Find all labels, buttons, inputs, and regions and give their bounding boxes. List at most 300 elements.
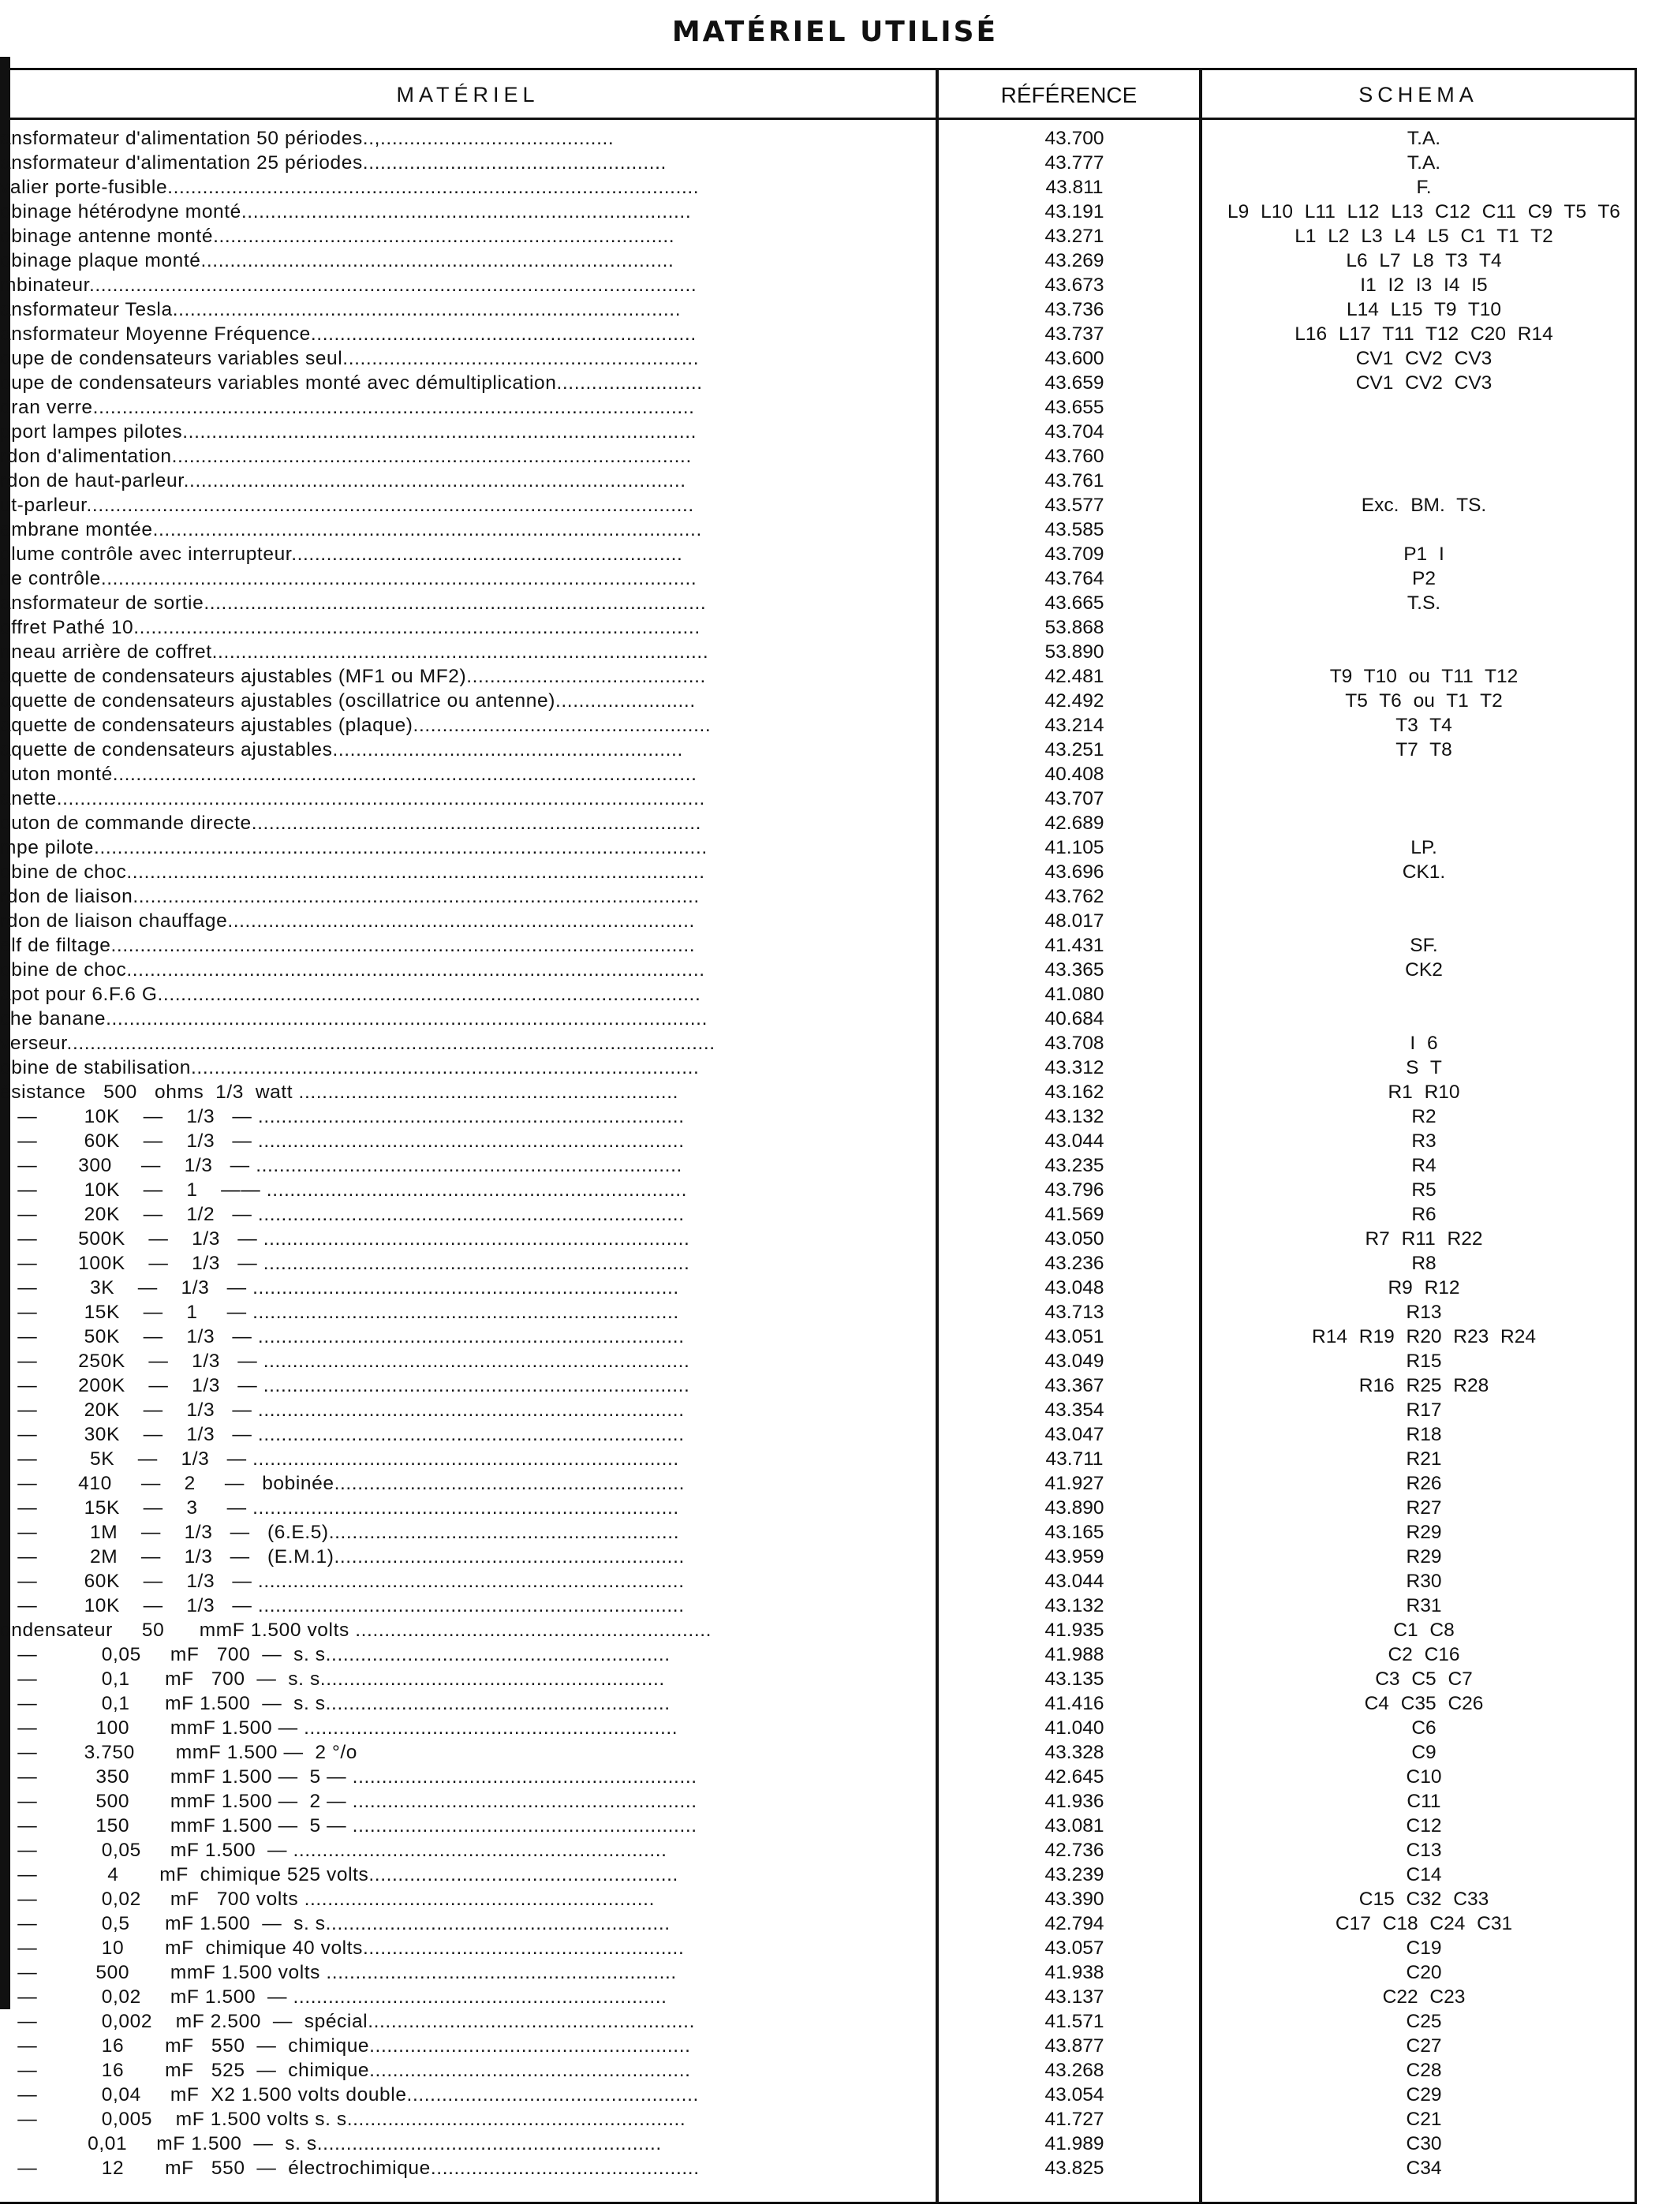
table-row xyxy=(0,322,1637,346)
material-cell xyxy=(0,200,931,224)
material-cell xyxy=(0,1838,931,1863)
table-row xyxy=(0,2132,1637,2156)
material-label: — 0,1 mF 700 — s. s........................................................... xyxy=(0,1668,665,1690)
table-row xyxy=(0,151,1637,175)
schema-cell: R14 R19 R20 R23 R24 xyxy=(1312,1326,1536,1347)
material-cell xyxy=(0,371,931,395)
material-label: ondensateur 50 mmF 1.500 volts ............................................................. xyxy=(0,1620,712,1641)
reference-cell: 42.736 xyxy=(1044,1840,1104,1861)
table-row xyxy=(0,200,1637,224)
material-cell xyxy=(0,762,931,787)
material-cell xyxy=(0,126,931,151)
table-row xyxy=(0,1129,1637,1153)
material-label: — 10K — 1/3 — ......................................................................... xyxy=(0,1106,685,1127)
material-label: — 30K — 1/3 — ......................................................................... xyxy=(0,1424,685,1445)
table-row xyxy=(0,1153,1637,1178)
reference-cell: 43.132 xyxy=(1044,1106,1104,1127)
reference-cell: 40.408 xyxy=(1044,764,1104,785)
table-row xyxy=(0,1398,1637,1422)
reference-cell: 43.367 xyxy=(1044,1375,1104,1396)
table-row xyxy=(0,1789,1637,1814)
schema-cell: I1 I2 I3 I4 I5 xyxy=(1360,275,1488,296)
reference-cell: 53.868 xyxy=(1044,617,1104,638)
reference-cell: 42.689 xyxy=(1044,813,1104,834)
table-row xyxy=(0,640,1637,664)
table-row xyxy=(0,1447,1637,1471)
reference-cell: 41.988 xyxy=(1044,1644,1104,1665)
material-label: — 410 — 2 — bobinée............................................................ xyxy=(0,1473,685,1494)
material-cell xyxy=(0,933,931,958)
material-cell xyxy=(0,1007,931,1031)
material-label: — 500 mmF 1.500 volts ............................................................ xyxy=(0,1962,677,1983)
table-row xyxy=(0,2156,1637,2180)
material-label: ésistance 500 ohms 1/3 watt ................................................................. xyxy=(0,1082,679,1103)
reference-cell: 43.051 xyxy=(1044,1326,1104,1347)
table-row xyxy=(0,1985,1637,2009)
material-cell xyxy=(0,1129,931,1153)
reference-cell: 43.764 xyxy=(1044,568,1104,589)
reference-cell: 43.390 xyxy=(1044,1889,1104,1910)
material-cell xyxy=(0,1153,931,1178)
reference-cell: 43.132 xyxy=(1044,1595,1104,1616)
schema-cell: R30 xyxy=(1406,1571,1442,1592)
material-cell xyxy=(0,1520,931,1545)
schema-cell: R1 R10 xyxy=(1388,1082,1460,1103)
material-label: outon de commande directe............................................................................. xyxy=(0,813,702,834)
schema-cell: C6 xyxy=(1411,1717,1436,1739)
schema-cell: C2 C16 xyxy=(1388,1644,1460,1665)
material-label: — 500K — 1/3 — ......................................................................... xyxy=(0,1228,690,1250)
material-cell xyxy=(0,909,931,933)
material-label: elf de filtage.................................................................................................... xyxy=(0,935,696,956)
table-row xyxy=(0,1227,1637,1251)
reference-cell: 43.708 xyxy=(1044,1033,1104,1054)
material-cell xyxy=(0,1447,931,1471)
schema-cell: T3 T4 xyxy=(1395,715,1452,736)
table-row xyxy=(0,615,1637,640)
table-row xyxy=(0,1202,1637,1227)
material-label: — 0,05 mF 1.500 — ................................................................ xyxy=(0,1840,667,1861)
material-cell xyxy=(0,2058,931,2083)
reference-cell: 43.877 xyxy=(1044,2035,1104,2057)
table-row xyxy=(0,1642,1637,1667)
reference-cell: 43.239 xyxy=(1044,1864,1104,1885)
schema-cell: R7 R11 R22 xyxy=(1365,1228,1483,1250)
table-row xyxy=(0,1911,1637,1936)
material-label: rdon d'alimentation......................................................................................... xyxy=(0,446,692,467)
table-row xyxy=(0,273,1637,297)
schema-cell: T.A. xyxy=(1407,128,1441,149)
material-label: — 3K — 1/3 — ......................................................................... xyxy=(0,1277,679,1298)
material-label: — 0,02 mF 700 volts ............................................................ xyxy=(0,1889,655,1910)
schema-cell: R3 xyxy=(1411,1130,1436,1152)
material-cell xyxy=(0,1056,931,1080)
material-label: — 12 mF 550 — électrochimique.............................................. xyxy=(0,2158,700,2179)
table-row xyxy=(0,1251,1637,1276)
schema-cell: R4 xyxy=(1411,1155,1436,1176)
material-label: obinage antenne monté............................................................................... xyxy=(0,226,675,247)
material-cell xyxy=(0,1936,931,1960)
schema-cell: C14 xyxy=(1406,1864,1442,1885)
schema-cell: R13 xyxy=(1406,1302,1442,1323)
schema-cell: R21 xyxy=(1406,1448,1442,1470)
table-row xyxy=(0,1667,1637,1691)
schema-cell: R15 xyxy=(1406,1351,1442,1372)
material-label: — 350 mmF 1.500 — 5 — ........................................................... xyxy=(0,1766,697,1788)
material-cell xyxy=(0,248,931,273)
material-label: — 15K — 1 — ......................................................................... xyxy=(0,1302,679,1323)
material-cell xyxy=(0,860,931,884)
table-row xyxy=(0,1349,1637,1373)
table-row xyxy=(0,420,1637,444)
reference-cell: 43.328 xyxy=(1044,1742,1104,1763)
reference-cell: 43.268 xyxy=(1044,2060,1104,2081)
material-cell xyxy=(0,640,931,664)
material-label: — 100K — 1/3 — ......................................................................... xyxy=(0,1253,690,1274)
material-cell xyxy=(0,395,931,420)
material-cell xyxy=(0,175,931,200)
material-cell xyxy=(0,346,931,371)
table-row xyxy=(0,1520,1637,1545)
material-label: aquette de condensateurs ajustables............................................................ xyxy=(0,739,683,760)
material-cell xyxy=(0,518,931,542)
schema-cell: T5 T6 ou T1 T2 xyxy=(1345,690,1503,712)
reference-cell: 43.162 xyxy=(1044,1082,1104,1103)
material-label: embrane montée.............................................................................................. xyxy=(0,519,702,540)
material-label: apot pour 6.F.6 G............................................................................................. xyxy=(0,984,701,1005)
table-row xyxy=(0,1373,1637,1398)
schema-cell: C1 C8 xyxy=(1393,1620,1455,1641)
schema-cell: C9 xyxy=(1411,1742,1436,1763)
schema-cell: F. xyxy=(1416,177,1432,198)
material-label: oupe de condensateurs variables seul............................................................. xyxy=(0,348,700,369)
material-cell xyxy=(0,273,931,297)
schema-cell: T.A. xyxy=(1407,152,1441,174)
material-label: ansformateur d'alimentation 50 périodes..,........................................ xyxy=(0,128,615,149)
material-label: — 10K — 1 —— ........................................................................ xyxy=(0,1179,688,1201)
table-row xyxy=(0,1276,1637,1300)
reference-cell: 41.938 xyxy=(1044,1962,1104,1983)
header-divider xyxy=(0,118,1637,120)
material-cell xyxy=(0,1667,931,1691)
reference-cell: 43.700 xyxy=(1044,128,1104,149)
reference-cell: 43.713 xyxy=(1044,1302,1104,1323)
reference-cell: 41.416 xyxy=(1044,1693,1104,1714)
material-label: — 10 mF chimique 40 volts....................................................... xyxy=(0,1937,685,1959)
schema-cell: C25 xyxy=(1406,2011,1442,2032)
material-label: 0,01 mF 1.500 — s. s........................................................... xyxy=(0,2133,662,2154)
schema-cell: R17 xyxy=(1406,1399,1442,1421)
table-row xyxy=(0,713,1637,738)
material-cell xyxy=(0,982,931,1007)
material-cell xyxy=(0,1373,931,1398)
schema-cell: LP. xyxy=(1410,837,1437,858)
table-row xyxy=(0,224,1637,248)
material-label: — 0,05 mF 700 — s. s........................................................... xyxy=(0,1644,671,1665)
table-row xyxy=(0,1325,1637,1349)
table-row xyxy=(0,248,1637,273)
material-label: obinage plaque monté................................................................................. xyxy=(0,250,674,271)
schema-cell: C11 xyxy=(1407,1791,1441,1812)
material-cell xyxy=(0,1716,931,1740)
material-label: — 0,005 mF 1.500 volts s. s.......................................................... xyxy=(0,2109,686,2130)
schema-cell: R8 xyxy=(1411,1253,1436,1274)
material-label: ne contrôle...................................................................................................... xyxy=(0,568,697,589)
reference-cell: 42.492 xyxy=(1044,690,1104,712)
material-label: oupe de condensateurs variables monté avec démultiplication......................... xyxy=(0,372,703,394)
material-label: — 60K — 1/3 — ......................................................................... xyxy=(0,1130,685,1152)
schema-cell: R6 xyxy=(1411,1204,1436,1225)
material-label: aquette de condensateurs ajustables (MF1 ou MF2)......................................... xyxy=(0,666,706,687)
material-label: — 16 mF 525 — chimique....................................................... xyxy=(0,2060,691,2081)
table-row xyxy=(0,933,1637,958)
table-row xyxy=(0,1178,1637,1202)
reference-cell: 42.645 xyxy=(1044,1766,1104,1788)
reference-cell: 41.989 xyxy=(1044,2133,1104,2154)
material-cell xyxy=(0,444,931,469)
schema-cell: C30 xyxy=(1406,2133,1442,2154)
material-cell xyxy=(0,1325,931,1349)
material-cell xyxy=(0,420,931,444)
schema-cell: Exc. BM. TS. xyxy=(1361,495,1487,516)
table-row xyxy=(0,2058,1637,2083)
reference-cell: 43.135 xyxy=(1044,1668,1104,1690)
reference-cell: 43.365 xyxy=(1044,959,1104,981)
material-label: pport lampes pilotes........................................................................................ xyxy=(0,421,697,443)
schema-cell: R29 xyxy=(1406,1546,1442,1567)
material-cell xyxy=(0,566,931,591)
reference-cell: 43.600 xyxy=(1044,348,1104,369)
table-row xyxy=(0,1887,1637,1911)
material-label: rdon de liaison chauffage................................................................................ xyxy=(0,910,695,932)
material-label: mbinateur........................................................................................................ xyxy=(0,275,697,296)
reference-cell: 43.048 xyxy=(1044,1277,1104,1298)
material-cell xyxy=(0,1594,931,1618)
material-cell xyxy=(0,1300,931,1325)
schema-cell: CV1 CV2 CV3 xyxy=(1355,372,1493,394)
material-cell xyxy=(0,1251,931,1276)
schema-cell: T7 T8 xyxy=(1395,739,1452,760)
table-row xyxy=(0,1545,1637,1569)
material-cell xyxy=(0,1618,931,1642)
reference-cell: 43.214 xyxy=(1044,715,1104,736)
table-row xyxy=(0,2083,1637,2107)
material-label: — 15K — 3 — ......................................................................... xyxy=(0,1497,679,1519)
material-cell xyxy=(0,1545,931,1569)
schema-cell: R31 xyxy=(1406,1595,1442,1616)
table-row xyxy=(0,591,1637,615)
schema-cell: CK1. xyxy=(1402,861,1446,883)
reference-cell: 43.044 xyxy=(1044,1571,1104,1592)
material-cell xyxy=(0,787,931,811)
reference-cell: 43.959 xyxy=(1044,1546,1104,1567)
schema-cell: C27 xyxy=(1406,2035,1442,2057)
table-row xyxy=(0,1422,1637,1447)
material-label: — 1M — 1/3 — (6.E.5)............................................................ xyxy=(0,1522,680,1543)
reference-cell: 43.585 xyxy=(1044,519,1104,540)
material-label: aquette de condensateurs ajustables (plaque)................................................... xyxy=(0,715,712,736)
schema-cell: R2 xyxy=(1411,1106,1436,1127)
reference-cell: 41.431 xyxy=(1044,935,1104,956)
schema-cell: L9 L10 L11 L12 L13 C12 C11 C9 T5 T6 xyxy=(1227,201,1620,222)
material-cell xyxy=(0,615,931,640)
schema-cell: R27 xyxy=(1406,1497,1442,1519)
reference-cell: 43.354 xyxy=(1044,1399,1104,1421)
material-label: — 0,04 mF X2 1.500 volts double.................................................. xyxy=(0,2084,699,2106)
schema-cell: C34 xyxy=(1406,2158,1442,2179)
reference-cell: 43.057 xyxy=(1044,1937,1104,1959)
schema-cell: C15 C32 C33 xyxy=(1358,1889,1489,1910)
schema-cell: C10 xyxy=(1406,1766,1442,1788)
schema-cell: R9 R12 xyxy=(1388,1277,1460,1298)
reference-cell: 43.704 xyxy=(1044,421,1104,443)
material-cell xyxy=(0,1740,931,1765)
material-cell xyxy=(0,2009,931,2034)
reference-cell: 41.040 xyxy=(1044,1717,1104,1739)
reference-cell: 43.049 xyxy=(1044,1351,1104,1372)
reference-cell: 43.081 xyxy=(1044,1815,1104,1836)
material-cell xyxy=(0,713,931,738)
material-cell xyxy=(0,297,931,322)
material-label: — 60K — 1/3 — ......................................................................... xyxy=(0,1571,685,1592)
reference-cell: 43.655 xyxy=(1044,397,1104,418)
material-cell xyxy=(0,542,931,566)
material-label: obinage hétérodyne monté............................................................................. xyxy=(0,201,692,222)
table-row xyxy=(0,1080,1637,1104)
material-label: aquette de condensateurs ajustables (oscillatrice ou antenne)........................ xyxy=(0,690,696,712)
schema-cell: C13 xyxy=(1406,1840,1442,1861)
schema-cell: T.S. xyxy=(1407,592,1441,614)
material-label: obine de choc................................................................................................... xyxy=(0,861,705,883)
table-row xyxy=(0,1007,1637,1031)
material-cell xyxy=(0,738,931,762)
table-row xyxy=(0,860,1637,884)
material-cell xyxy=(0,1080,931,1104)
table-row xyxy=(0,738,1637,762)
material-cell xyxy=(0,1104,931,1129)
table-row xyxy=(0,835,1637,860)
material-cell xyxy=(0,322,931,346)
table-row xyxy=(0,542,1637,566)
material-label: — 300 — 1/3 — ......................................................................... xyxy=(0,1155,682,1176)
material-label: — 50K — 1/3 — ......................................................................... xyxy=(0,1326,685,1347)
material-cell xyxy=(0,1765,931,1789)
table-row xyxy=(0,1765,1637,1789)
table-row xyxy=(0,1838,1637,1863)
table-row xyxy=(0,909,1637,933)
reference-cell: 43.777 xyxy=(1044,152,1104,174)
table-row xyxy=(0,297,1637,322)
reference-cell: 43.761 xyxy=(1044,470,1104,491)
schema-cell: L14 L15 T9 T10 xyxy=(1346,299,1502,320)
schema-cell: C20 xyxy=(1406,1962,1442,1983)
material-cell xyxy=(0,1569,931,1594)
table-row xyxy=(0,175,1637,200)
table-row xyxy=(0,1691,1637,1716)
schema-cell: R16 R25 R28 xyxy=(1358,1375,1489,1396)
reference-cell: 40.684 xyxy=(1044,1008,1104,1029)
reference-cell: 41.569 xyxy=(1044,1204,1104,1225)
reference-cell: 41.935 xyxy=(1044,1620,1104,1641)
material-cell xyxy=(0,2156,931,2180)
schema-cell: L16 L17 T11 T12 C20 R14 xyxy=(1295,323,1553,345)
schema-cell: C17 C18 C24 C31 xyxy=(1335,1913,1513,1934)
reference-cell: 41.571 xyxy=(1044,2011,1104,2032)
reference-cell: 43.709 xyxy=(1044,544,1104,565)
table-row xyxy=(0,126,1637,151)
reference-cell: 43.890 xyxy=(1044,1497,1104,1519)
material-label: — 3.750 mmF 1.500 — 2 °/o xyxy=(0,1742,358,1763)
material-label: mpe pilote......................................................................................................... xyxy=(0,837,708,858)
table-row xyxy=(0,566,1637,591)
table-row xyxy=(0,1031,1637,1056)
header-reference: RÉFÉRENCE xyxy=(1000,83,1138,107)
material-label: outon monté.................................................................................................... xyxy=(0,764,697,785)
table-row xyxy=(0,1569,1637,1594)
material-label: — 20K — 1/2 — ......................................................................... xyxy=(0,1204,685,1225)
material-cell xyxy=(0,1814,931,1838)
reference-cell: 43.047 xyxy=(1044,1424,1104,1445)
schema-cell: T9 T10 ou T11 T12 xyxy=(1329,666,1519,687)
material-label: verseur............................................................................................................... xyxy=(0,1033,715,1054)
reference-cell: 43.762 xyxy=(1044,886,1104,907)
material-cell xyxy=(0,689,931,713)
material-cell xyxy=(0,835,931,860)
material-label: offret Pathé 10................................................................................................. xyxy=(0,617,701,638)
schema-cell: C4 C35 C26 xyxy=(1364,1693,1484,1714)
schema-cell: C3 C5 C7 xyxy=(1375,1668,1473,1690)
material-label: obine de choc................................................................................................... xyxy=(0,959,705,981)
table-row xyxy=(0,1740,1637,1765)
material-label: anette............................................................................................................... xyxy=(0,788,705,809)
schema-cell: L6 L7 L8 T3 T4 xyxy=(1346,250,1502,271)
material-cell xyxy=(0,884,931,909)
table-row xyxy=(0,2009,1637,2034)
schema-cell: R29 xyxy=(1406,1522,1442,1543)
table-row xyxy=(0,762,1637,787)
material-cell xyxy=(0,1985,931,2009)
schema-cell: P2 xyxy=(1412,568,1436,589)
reference-cell: 43.054 xyxy=(1044,2084,1104,2106)
table-row xyxy=(0,493,1637,518)
material-label: rdon de liaison................................................................................................. xyxy=(0,886,700,907)
reference-cell: 43.577 xyxy=(1044,495,1104,516)
material-label: — 0,02 mF 1.500 — ................................................................ xyxy=(0,1986,667,2008)
reference-cell: 42.794 xyxy=(1044,1913,1104,1934)
material-cell xyxy=(0,493,931,518)
page-title: MATÉRIEL UTILISÉ xyxy=(671,16,999,48)
reference-cell: 43.737 xyxy=(1044,323,1104,345)
material-label: — 0,5 mF 1.500 — s. s........................................................... xyxy=(0,1913,671,1934)
reference-cell: 41.080 xyxy=(1044,984,1104,1005)
material-label: — 10K — 1/3 — ......................................................................... xyxy=(0,1595,685,1616)
reference-cell: 43.711 xyxy=(1045,1448,1104,1470)
reference-cell: 43.696 xyxy=(1044,861,1104,883)
table-row xyxy=(0,2107,1637,2132)
material-cell xyxy=(0,1691,931,1716)
material-table-body xyxy=(0,126,1637,2180)
material-label: — 2M — 1/3 — (E.M.1)............................................................ xyxy=(0,1546,685,1567)
table-row xyxy=(0,1618,1637,1642)
reference-cell: 41.936 xyxy=(1044,1791,1104,1812)
reference-cell: 43.760 xyxy=(1044,446,1104,467)
table-row xyxy=(0,1814,1637,1838)
material-label: olume contrôle avec interrupteur................................................................... xyxy=(0,544,683,565)
material-label: ansformateur Tesla....................................................................................... xyxy=(0,299,682,320)
material-cell xyxy=(0,1276,931,1300)
reference-cell: 43.673 xyxy=(1044,275,1104,296)
reference-cell: 42.481 xyxy=(1044,666,1104,687)
